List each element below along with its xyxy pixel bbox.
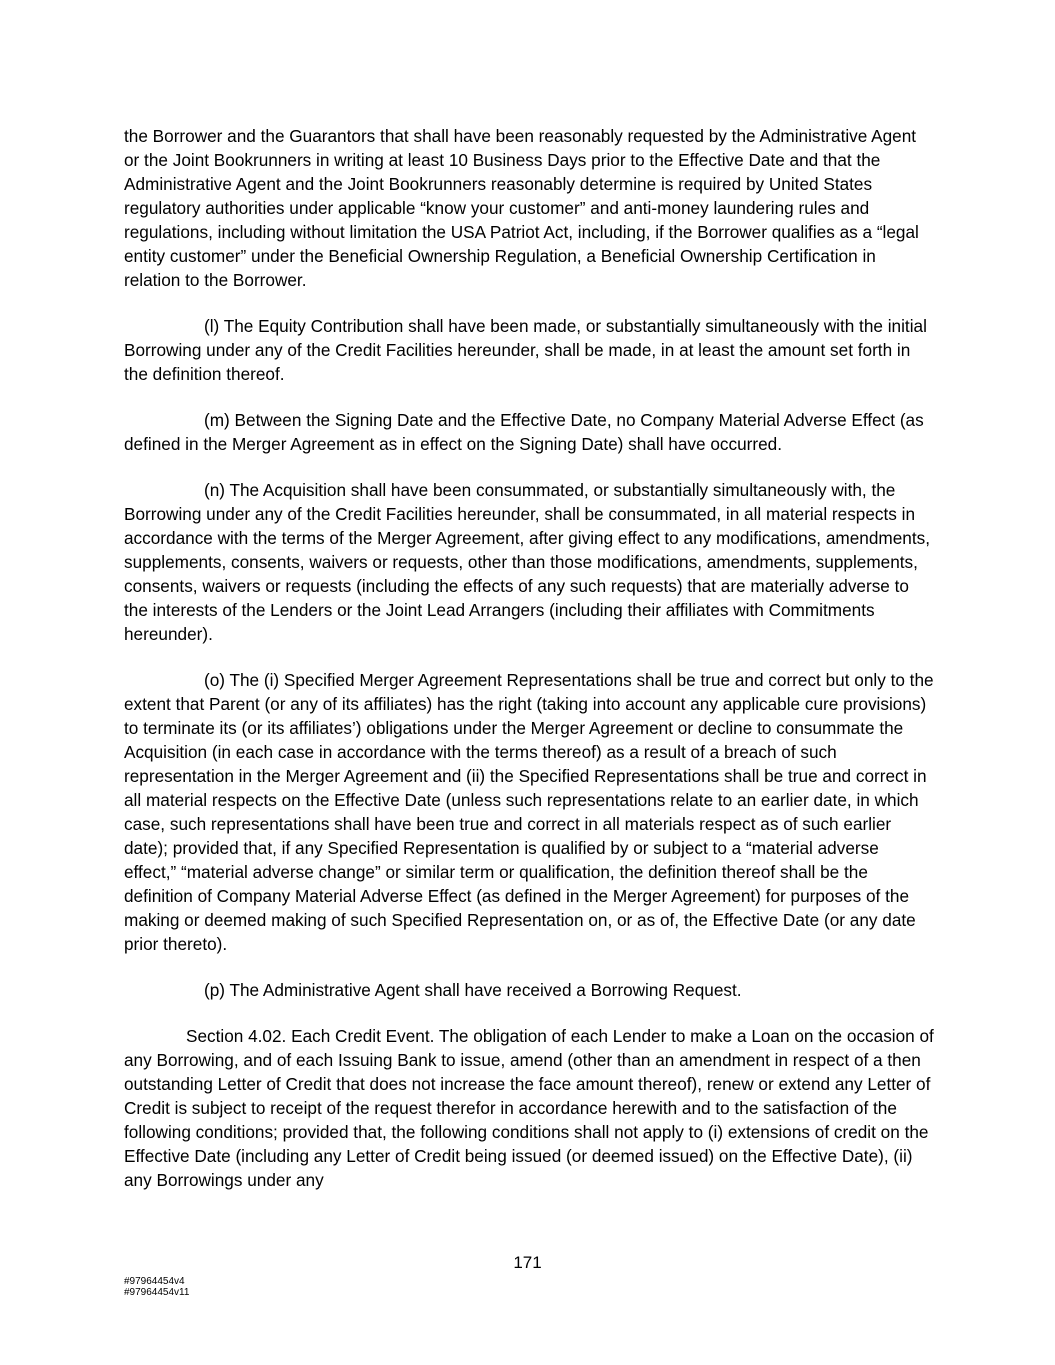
paragraph-m: (m) Between the Signing Date and the Effective Date, no Company Material Adverse Effect (as defined in the Merger Agreement as in effect on the Signing Date) shall have occurred. bbox=[124, 410, 924, 454]
paragraph-o: (o) The (i) Specified Merger Agreement Representations shall be true and correct but only to the extent that Parent (or any of its affiliates) has the right (taking into account any applicable cure provisions) to terminate its (or its affiliates’) obligations under the Merger Agreement or decline to consummate the Acquisition (in each case in accordance with the terms thereof) as a result of a breach of such representation in the Merger Agreement and (ii) the Specified Representations shall be true and correct in all material respects on the Effective Date (unless such representations relate to an earlier date, in which case, such representations shall have been true and correct in all materials respect as of such earlier date); provided that, if any Specified Representation is qualified by or subject to a “material adverse effect,” “material adverse change” or similar term or qualification, the definition thereof shall be the definition of Company Material Adverse Effect (as defined in the Merger Agreement) for purposes of the making or deemed making of such Specified Representation on, or as of, the Effective Date (or any date prior thereto). bbox=[124, 670, 934, 954]
paragraph-p: (p) The Administrative Agent shall have received a Borrowing Request. bbox=[204, 980, 742, 1000]
document-ids bbox=[124, 1276, 189, 1298]
paragraph-n: (n) The Acquisition shall have been consummated, or substantially simultaneously with, the Borrowing under any of the Credit Facilities hereunder, shall be consummated, in all material respects in accordance with the terms of the Merger Agreement, after giving effect to any modifications, amendments, supplements, consents, waivers or requests, other than those modifications, amendments, supplements, consents, waivers or requests (including the effects of any such requests) that are materially adverse to the interests of the Lenders or the Joint Lead Arrangers (including their affiliates with Commitments hereunder). bbox=[124, 480, 930, 644]
doc-id: #97964454v4 bbox=[124, 1276, 185, 1287]
paragraph-continuation: the Borrower and the Guarantors that shall have been reasonably requested by the Administrative Agent or the Joint Bookrunners in writing at least 10 Business Days prior to the Effective Date and that the Administrative Agent and the Joint Bookrunners reasonably determine is required by United States regulatory authorities under applicable “know your customer” and anti-money laundering rules and regulations, including without limitation the USA Patriot Act, including, if the Borrower qualifies as a “legal entity customer” under the Beneficial Ownership Regulation, a Beneficial Ownership Certification in relation to the Borrower. bbox=[124, 126, 919, 290]
doc-id: #97964454v11 bbox=[124, 1287, 190, 1298]
body-text bbox=[124, 124, 934, 1214]
section-4-02-paragraph: Section 4.02. Each Credit Event. The obligation of each Lender to make a Loan on the occasion of any Borrowing, and of each Issuing Bank to issue, amend (other than an amendment in respect of a then outstanding Letter of Credit that does not increase the face amount thereof), renew or extend any Letter of Credit is subject to receipt of the request therefor in accordance herewith and to the satisfaction of the following conditions; provided that, the following conditions shall not apply to (i) extensions of credit on the Effective Date (including any Letter of Credit being issued (or deemed issued) on the Effective Date), (ii) any Borrowings under any bbox=[124, 1026, 934, 1190]
page-number: 171 bbox=[513, 1253, 542, 1272]
paragraph-l: (l) The Equity Contribution shall have been made, or substantially simultaneously with the initial Borrowing under any of the Credit Facilities hereunder, shall be made, in at least the amount set forth in the definition thereof. bbox=[124, 316, 927, 384]
